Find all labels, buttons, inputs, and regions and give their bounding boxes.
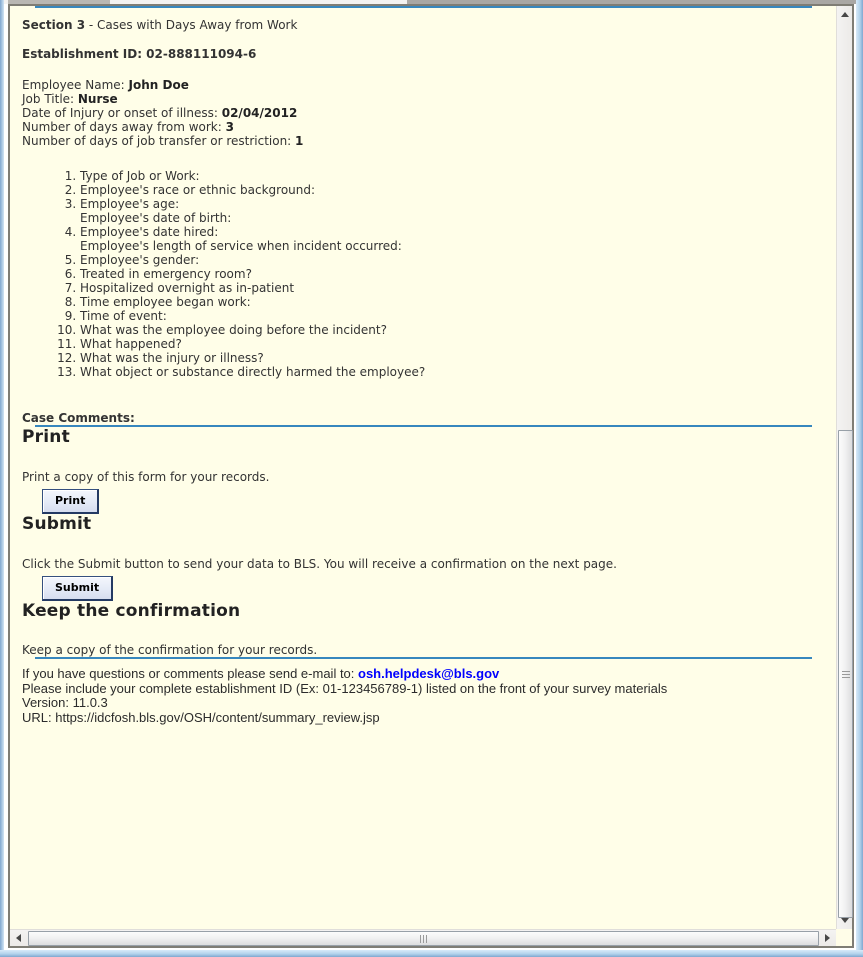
field-days-away xyxy=(22,120,824,134)
list-item xyxy=(80,309,824,323)
footer-include-note: Please include your complete establishment ID (Ex: 01-123456789-1) listed on the front of your survey materials xyxy=(22,680,668,696)
vertical-scrollbar[interactable] xyxy=(836,6,852,929)
scroll-up-button[interactable] xyxy=(837,6,853,23)
footer-contact-text: If you have questions or comments please send e-mail to: xyxy=(22,666,359,681)
submit-button-row xyxy=(42,576,824,601)
question-text: Time of event: xyxy=(80,309,167,323)
list-item xyxy=(80,365,824,379)
top-divider xyxy=(35,6,812,8)
question-list xyxy=(22,169,824,379)
question-text: Treated in emergency room? xyxy=(80,267,252,281)
keep-confirmation-heading: Keep the confirmation xyxy=(22,601,241,621)
horizontal-scrollbar[interactable] xyxy=(10,929,836,946)
document-frame xyxy=(8,4,854,948)
list-item xyxy=(80,323,824,337)
list-item xyxy=(80,169,824,183)
right-arrow-icon xyxy=(825,934,830,942)
question-text: Employee's race or ethnic background: xyxy=(80,183,316,197)
list-item xyxy=(80,183,824,197)
print-heading: Print xyxy=(22,427,70,447)
question-text: Type of Job or Work: xyxy=(80,169,200,183)
footer-contact-line xyxy=(22,667,824,682)
scroll-left-button[interactable] xyxy=(10,930,27,946)
case-comments-label: Case Comments: xyxy=(22,411,135,425)
submit-heading: Submit xyxy=(22,514,92,534)
case-fields xyxy=(22,78,824,148)
list-item xyxy=(80,337,824,351)
list-item xyxy=(80,253,824,267)
scroll-right-button[interactable] xyxy=(819,930,836,946)
section-title-rest: - Cases with Days Away from Work xyxy=(85,18,298,32)
up-arrow-icon xyxy=(841,12,849,17)
window-border-left xyxy=(0,0,4,957)
field-label: Number of days away from work: xyxy=(22,120,226,134)
list-item xyxy=(80,281,824,295)
field-value: 1 xyxy=(295,134,304,148)
list-item xyxy=(80,197,824,225)
left-arrow-icon xyxy=(16,934,21,942)
scrollbar-gripper-icon xyxy=(420,935,427,943)
field-job-title xyxy=(22,92,824,106)
list-item xyxy=(80,267,824,281)
question-text: Employee's date hired: xyxy=(80,225,219,239)
list-item xyxy=(80,225,824,253)
question-text: Employee's gender: xyxy=(80,253,200,267)
question-text: What was the injury or illness? xyxy=(80,351,264,365)
question-text: Employee's date of birth: xyxy=(80,211,232,225)
section-title xyxy=(22,18,824,32)
footer-url: URL: https://idcfosh.bls.gov/OSH/content/summary_review.jsp xyxy=(22,709,380,725)
field-label: Employee Name: xyxy=(22,78,129,92)
print-button[interactable]: Print xyxy=(42,489,99,514)
footer-divider xyxy=(35,657,812,659)
field-employee-name xyxy=(22,78,824,92)
question-text: Hospitalized overnight as in-patient xyxy=(80,281,295,295)
page-footer xyxy=(22,667,824,725)
down-arrow-icon xyxy=(841,918,849,923)
field-label: Date of Injury or onset of illness: xyxy=(22,106,222,120)
horizontal-scrollbar-thumb[interactable] xyxy=(28,931,819,946)
section-title-bold: Section 3 xyxy=(22,18,86,32)
scroll-down-button[interactable] xyxy=(837,912,853,929)
form-content xyxy=(10,6,836,929)
question-text: What object or substance directly harmed the employee? xyxy=(80,365,426,379)
field-label: Job Title: xyxy=(22,92,78,106)
question-text: Employee's age: xyxy=(80,197,180,211)
question-text: Time employee began work: xyxy=(80,295,251,309)
establishment-id: Establishment ID: 02-888111094-6 xyxy=(22,47,257,61)
question-text: Employee's length of service when incident occurred: xyxy=(80,239,402,253)
question-text: What happened? xyxy=(80,337,182,351)
helpdesk-email-link[interactable]: osh.helpdesk@bls.gov xyxy=(358,666,500,681)
window-border-bottom xyxy=(0,950,863,957)
list-item xyxy=(80,351,824,365)
list-item xyxy=(80,295,824,309)
print-description: Print a copy of this form for your records. xyxy=(22,470,270,484)
field-value: Nurse xyxy=(77,92,118,106)
vertical-scrollbar-thumb[interactable] xyxy=(838,430,853,918)
submit-description: Click the Submit button to send your data to BLS. You will receive a confirmation on the next page. xyxy=(22,557,617,571)
field-injury-date xyxy=(22,106,824,120)
footer-version: Version: 11.0.3 xyxy=(22,695,108,710)
field-value: 02/04/2012 xyxy=(221,106,298,120)
field-label: Number of days of job transfer or restriction: xyxy=(22,134,296,148)
window-border-right xyxy=(856,0,863,957)
scrollbar-gripper-icon xyxy=(842,671,850,678)
field-value: John Doe xyxy=(128,78,189,92)
print-button-row xyxy=(42,489,824,514)
question-text: What was the employee doing before the incident? xyxy=(80,323,387,337)
field-days-restriction xyxy=(22,134,824,148)
submit-button[interactable]: Submit xyxy=(42,576,113,601)
field-value: 3 xyxy=(225,120,234,134)
keep-confirmation-description: Keep a copy of the confirmation for your records. xyxy=(22,643,318,657)
